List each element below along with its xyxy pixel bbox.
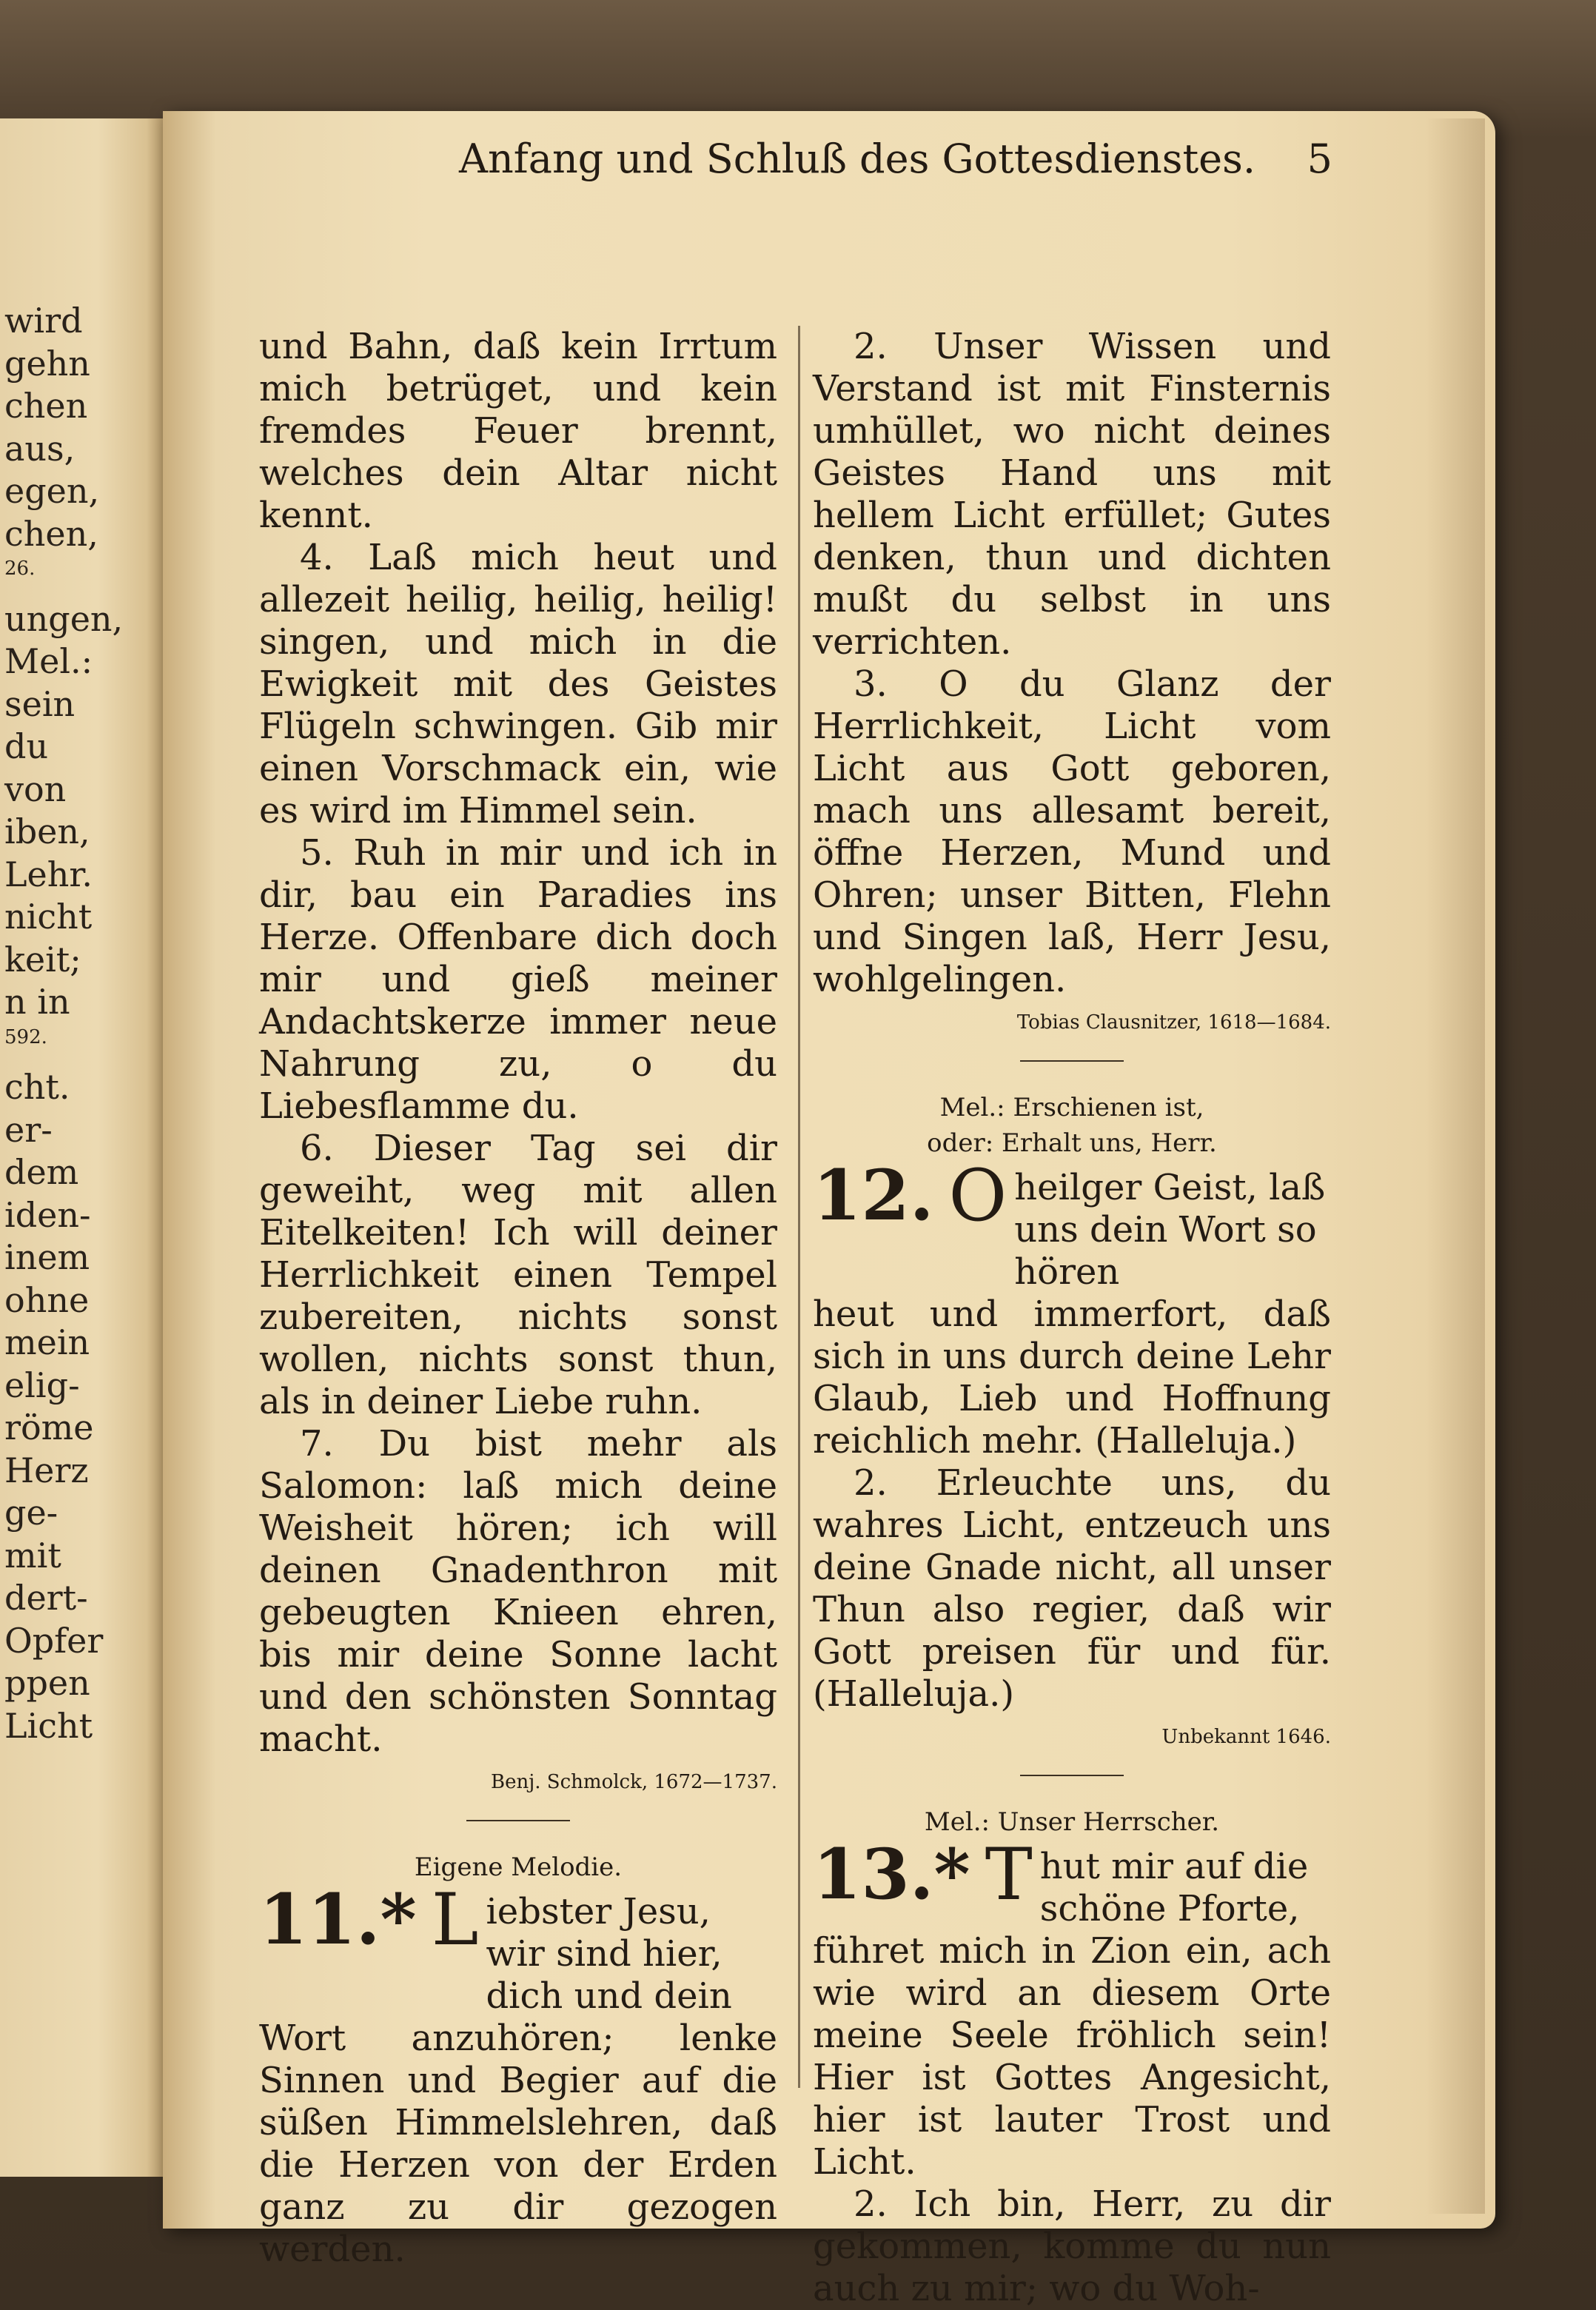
melody-note-alt: oder: Erhalt uns, Herr. (927, 1128, 1217, 1158)
melody-note: Eigene Melodie. (414, 1852, 623, 1882)
left-page-fragment: 26. (4, 558, 36, 580)
verse-3-tail: und Bahn, daß kein Irrtum mich betrüget, und kein fremdes Feuer brennt, welches dein Altar nicht kennt. (259, 326, 777, 536)
left-page-fragment: aus, (4, 428, 76, 469)
left-page-fragment: dert- (4, 1578, 88, 1618)
verse-3: 3. O du Glanz der Herrlichkeit, Licht vom Licht aus Gott geboren, mach uns allesamt bereit, öffne Herzen, Mund und Ohren; unser Bitten, Flehn und Singen laß, Herr Jesu, wohlgelingen. (813, 663, 1331, 1000)
hymn-first-line: heilger Geist, laß uns dein Wort so hören (1014, 1167, 1326, 1293)
left-page-fragment: iben, (4, 811, 90, 851)
left-page-fragment: du (4, 726, 49, 766)
verse-7: 7. Du bist mehr als Salomon: laß mich deine Weisheit hören; ich will deinen Gnadenthron mit gebeugten Knieen ehren, bis mir deine Sonne lacht und den schönsten Sonntag macht. (259, 1423, 777, 1760)
left-page-fragment: dem (4, 1152, 79, 1192)
left-page-fragment: chen (4, 386, 88, 426)
hymn-first-line: hut mir auf die schöne Pforte, (1039, 1846, 1309, 1929)
left-page-fragment: Lehr. (4, 854, 93, 894)
hymn-11-head (259, 1878, 777, 2018)
hymn-12-verse-2: 2. Erleuchte uns, du wahres Licht, entzeuch uns deine Gnade nicht, all unser Thun also regier, daß wir Gott preisen für und für. (Halleluja.) (813, 1462, 1331, 1715)
melody-note: Mel.: Erschienen ist, (939, 1093, 1204, 1122)
running-head-title: Anfang und Schluß des Gottesdienstes. (459, 135, 1255, 182)
left-page-fragment: ppen (4, 1663, 90, 1703)
left-page-fragment: wird (4, 301, 83, 341)
left-page-fragment: gehn (4, 343, 90, 384)
melody-note: Mel.: Unser Herrscher. (924, 1807, 1220, 1837)
verse-2: 2. Unser Wissen und Verstand ist mit Finsternis umhüllet, wo nicht deines Geistes Hand uns mit hellem Licht erfüllet; Gutes denken, thun und dichten mußt du selbst in uns verrichten. (813, 326, 1331, 663)
left-page-fragment: Opfer (4, 1620, 104, 1661)
left-page-fragment: Herz (4, 1450, 89, 1490)
left-page-fragment: sein (4, 683, 76, 724)
left-page-fragment: von (4, 769, 67, 809)
left-page-edge (0, 118, 163, 2177)
left-page-fragment: nicht (4, 897, 93, 937)
page-edge-shading (1426, 118, 1485, 2214)
left-page-fragment: iden- (4, 1194, 91, 1235)
left-page-fragment: chen, (4, 513, 98, 554)
hymn-separator (1020, 1060, 1124, 1062)
hymn-13-verse-2: 2. Ich bin, Herr, zu dir gekommen, komme du nun auch zu mir; wo du Woh- (813, 2183, 1331, 2309)
verse-6: 6. Dieser Tag sei dir geweiht, weg mit allen Eitelkeiten! Ich will deiner Herrlichkeit einen Tempel zubereiten, nichts sonst wollen, nichts sonst thun, als in deiner Liebe ruhn. (259, 1128, 777, 1422)
hymn-author: Benj. Schmolck, 1672—1737. (490, 1771, 777, 1793)
hymn-separator (1020, 1775, 1124, 1776)
left-page-fragment: keit; (4, 939, 81, 980)
hymn-number: 12. (813, 1155, 934, 1236)
left-page-fragment: Mel.: (4, 641, 93, 681)
left-page-fragment: n in (4, 982, 70, 1022)
hymn-13-text: führet mich in Zion ein, ach wie wird an diesem Orte meine Seele fröhlich sein! Hier ist Gottes Angesicht, hier ist lauter Trost und Licht. (813, 1930, 1331, 2183)
column-rule (798, 326, 800, 2088)
verse-4: 4. Laß mich heut und allezeit heilig, heilig, heilig! singen, und mich in die Ewigkeit mit des Geistes Flügeln schwingen. Gib mir einen Vorschmack ein, wie es wird im Himmel sein. (259, 537, 777, 831)
right-column (813, 326, 1331, 2310)
hymn-separator (466, 1820, 570, 1821)
left-page-fragment: 592. (4, 1025, 47, 1048)
left-page-fragment: ungen, (4, 598, 124, 639)
left-page-fragment: röme (4, 1407, 94, 1447)
page-number: 5 (1307, 135, 1332, 182)
left-page-fragment: ohne (4, 1279, 90, 1320)
left-page-fragment: er- (4, 1109, 53, 1150)
hymn-number: 11.* (259, 1879, 417, 1961)
initial-letter: T (985, 1833, 1033, 1916)
left-page-fragment: inem (4, 1237, 90, 1277)
initial-letter: O (948, 1154, 1007, 1237)
left-page-fragment: cht. (4, 1067, 70, 1107)
left-page-fragment: mit (4, 1535, 61, 1576)
initial-letter: L (431, 1878, 479, 1961)
hymn-11-text: Wort anzuhören; lenke Sinnen und Begier auf die süßen Himmelslehren, daß die Herzen von der Erden ganz zu dir gezogen werden. (259, 2018, 777, 2270)
hymn-author: Tobias Clausnitzer, 1618—1684. (1016, 1011, 1331, 1034)
left-page-fragment: mein (4, 1322, 90, 1362)
hymn-number: 13.* (813, 1834, 970, 1915)
hymn-author: Unbekannt 1646. (1161, 1726, 1331, 1748)
left-page-fragment: egen, (4, 471, 100, 511)
verse-5: 5. Ruh in mir und ich in dir, bau ein Paradies ins Herze. Offenbare dich doch mir und gieß meiner Andachtskerze immer neue Nahrung zu, o du Liebesflamme du. (259, 832, 777, 1127)
left-column (259, 326, 777, 2271)
left-page-fragment: elig- (4, 1365, 80, 1405)
hymn-13-head (813, 1833, 1331, 1930)
left-page-fragment: Licht (4, 1705, 93, 1746)
left-page-fragment: ge- (4, 1493, 58, 1533)
hymn-first-line: iebster Jesu, wir sind hier, dich und dein (486, 1891, 732, 2017)
hymn-12-text: heut und immerfort, daß sich in uns durch deine Lehr Glaub, Lieb und Hoffnung reichlich mehr. (Halleluja.) (813, 1293, 1331, 1462)
running-head (459, 133, 1481, 185)
hymn-12-head (813, 1154, 1331, 1293)
